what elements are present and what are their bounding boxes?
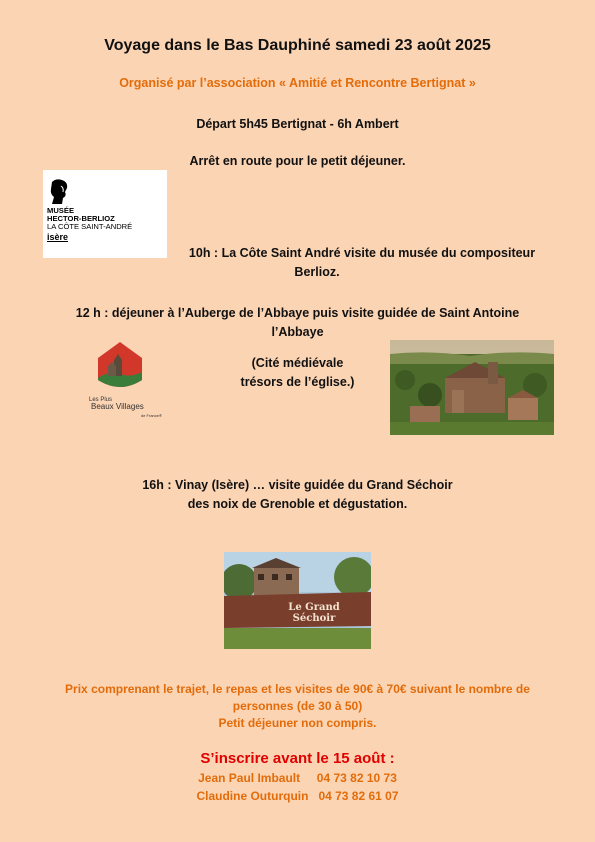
beaux-villages-logo — [85, 340, 162, 422]
saint-antoine-photo — [390, 340, 554, 435]
village-emblem-icon — [90, 340, 150, 395]
villages-logo-line1: Les Plus — [89, 397, 113, 403]
stop-10h-line2: Berlioz. — [294, 265, 340, 279]
breakfast-line: Arrêt en route pour le petit déjeuner. — [189, 154, 406, 168]
musee-berlioz-logo — [43, 170, 167, 258]
grand-sechoir-sign: Le Grand Séchoir — [288, 602, 340, 624]
stop-12h-line2: l’Abbaye — [271, 325, 324, 339]
museum-logo-line2: HECTOR-BERLIOZ — [47, 214, 115, 223]
departure-line: Départ 5h45 Bertignat - 6h Ambert — [196, 117, 399, 131]
berlioz-bust-icon — [46, 178, 72, 206]
stop-10h-line1: 10h : La Côte Saint André visite du musée du compositeur — [188, 246, 536, 260]
stop-12h-line1: 12 h : déjeuner à l’Auberge de l’Abbaye puis visite guidée de Saint Antoine — [75, 306, 520, 320]
stop-12h-note2: trésors de l’église.) — [240, 375, 355, 389]
stop-12h-note1: (Cité médiévale — [251, 356, 344, 370]
page-title: Voyage dans le Bas Dauphiné samedi 23 août 2025 — [104, 37, 491, 54]
contact-outurquin: Claudine Outurquin 04 73 82 61 07 — [196, 789, 399, 803]
museum-logo-line4: isère — [47, 232, 69, 242]
contact-imbault: Jean Paul Imbault 04 73 82 10 73 — [198, 771, 397, 785]
museum-logo-line3: LA CÔTE SAINT-ANDRÉ — [47, 222, 133, 231]
price-line2: personnes (de 30 à 50) — [232, 699, 363, 713]
grand-sechoir-photo — [224, 552, 371, 649]
stop-16h-line2: des noix de Grenoble et dégustation. — [187, 497, 408, 511]
register-heading: S’inscrire avant le 15 août : — [200, 750, 395, 767]
museum-logo-line1: MUSÉE — [47, 206, 75, 215]
price-line1: Prix comprenant le trajet, le repas et les visites de 90€ à 70€ suivant le nombre de — [65, 682, 530, 696]
organizer-line: Organisé par l’association « Amitié et Rencontre Bertignat » — [119, 76, 476, 90]
villages-logo-line2: Beaux Villages — [91, 402, 144, 411]
villages-logo-line3: de France® — [141, 413, 162, 418]
price-line3: Petit déjeuner non compris. — [218, 716, 377, 730]
stop-16h-line1: 16h : Vinay (Isère) … visite guidée du Grand Séchoir — [142, 478, 453, 492]
